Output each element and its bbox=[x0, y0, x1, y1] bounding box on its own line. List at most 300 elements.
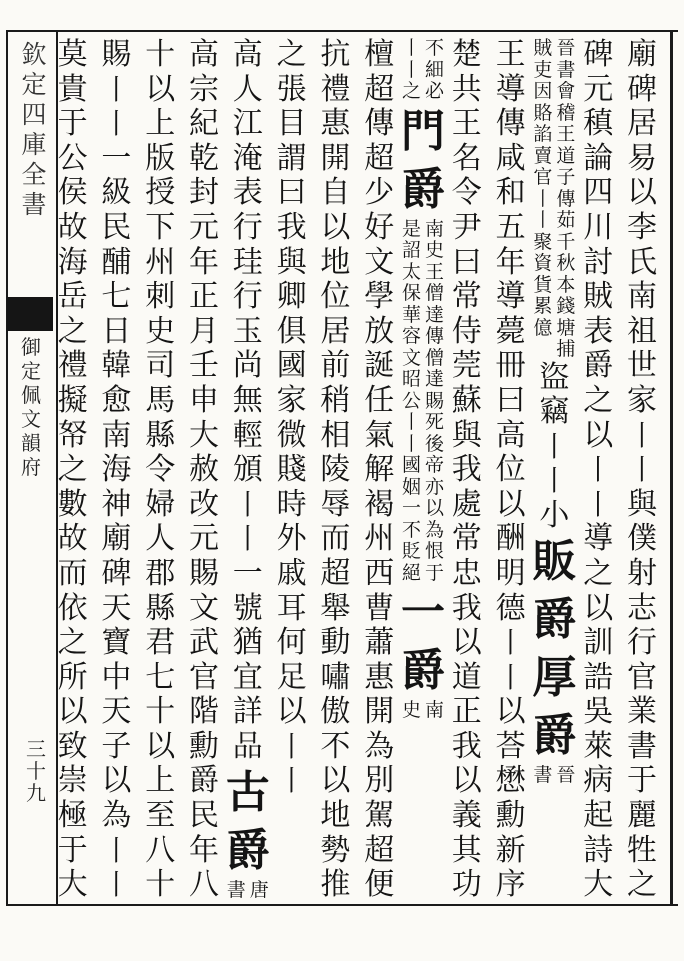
body-char: 以 bbox=[451, 763, 482, 799]
body-char: 刺 bbox=[145, 279, 176, 315]
small-char: 貶 bbox=[401, 540, 421, 562]
body-char: 目 bbox=[276, 106, 307, 142]
body-char: 氣 bbox=[364, 417, 395, 453]
body-char: 淹 bbox=[232, 140, 263, 176]
body-char: 七 bbox=[101, 279, 132, 315]
body-char: 子 bbox=[101, 728, 132, 764]
body-char: 而 bbox=[57, 555, 88, 591]
body-char: 表 bbox=[232, 175, 263, 211]
body-char: 冊 bbox=[495, 348, 526, 384]
body-char: 級 bbox=[101, 175, 132, 211]
body-char: 官 bbox=[189, 659, 219, 695]
small-char: 千 bbox=[556, 230, 576, 253]
body-char: 韓 bbox=[101, 348, 132, 384]
body-char: 高 bbox=[189, 38, 219, 72]
body-char: 陵 bbox=[320, 452, 351, 488]
body-char: 傲 bbox=[320, 694, 351, 730]
body-char: 致 bbox=[57, 728, 88, 764]
body-char: 論 bbox=[583, 140, 614, 176]
small-char: 稽 bbox=[556, 101, 576, 124]
body-char: 卿 bbox=[276, 279, 307, 315]
body-char: 崇 bbox=[57, 763, 88, 799]
body-char: 廟 bbox=[101, 521, 132, 557]
body-char: 西 bbox=[364, 555, 395, 591]
body-char: 序 bbox=[495, 867, 526, 898]
small-char: 恨 bbox=[424, 540, 444, 562]
body-char: 業 bbox=[627, 694, 657, 730]
text-column-12 bbox=[137, 38, 183, 898]
body-char: 婦 bbox=[145, 486, 176, 522]
body-char: 荅 bbox=[495, 728, 526, 764]
body-char: 與 bbox=[276, 244, 307, 280]
body-char: 八 bbox=[189, 867, 219, 898]
body-char: 所 bbox=[57, 659, 88, 695]
body-char: 曰 bbox=[276, 175, 307, 211]
small-char: 賊 bbox=[533, 38, 553, 59]
small-char: 細 bbox=[424, 58, 444, 81]
annotation-pair bbox=[531, 232, 577, 254]
body-char: 詩 bbox=[583, 832, 614, 868]
headword-char: 爵 bbox=[225, 825, 270, 877]
body-char: 而 bbox=[320, 521, 351, 557]
small-char bbox=[531, 339, 554, 361]
headword-char: 爵 bbox=[401, 645, 445, 696]
annotation-pair bbox=[400, 477, 446, 499]
body-char: 岳 bbox=[57, 279, 88, 315]
body-char: 蘇 bbox=[451, 382, 482, 418]
body-char: 嘯 bbox=[320, 659, 351, 695]
body-char: 李 bbox=[627, 209, 657, 245]
body-char: 其 bbox=[451, 832, 482, 868]
body-char: 縣 bbox=[145, 417, 176, 453]
text-column-10 bbox=[225, 38, 271, 898]
body-char: 賊 bbox=[583, 279, 614, 315]
body-char: 爵 bbox=[189, 763, 219, 799]
body-char: 新 bbox=[495, 832, 526, 868]
body-char: 討 bbox=[583, 244, 614, 280]
body-char: 賜 bbox=[101, 38, 132, 72]
annotation-pair bbox=[400, 60, 446, 82]
small-char: 之 bbox=[401, 80, 421, 102]
body-char: 丨 bbox=[627, 418, 656, 452]
small-char: 王 bbox=[424, 260, 444, 283]
body-char: 表 bbox=[583, 313, 614, 349]
body-char: 以 bbox=[145, 71, 176, 107]
body-char: 為 bbox=[364, 728, 395, 764]
body-char: 耳 bbox=[276, 590, 307, 626]
small-char: 賣 bbox=[533, 144, 553, 167]
small-char: 絕 bbox=[401, 561, 421, 584]
text-column-8 bbox=[312, 38, 358, 898]
annotation-pair bbox=[531, 296, 577, 318]
body-char: 名 bbox=[451, 140, 482, 176]
body-char: 故 bbox=[57, 209, 88, 245]
annotation-pair bbox=[400, 412, 446, 434]
book-name-char: 府 bbox=[21, 455, 41, 479]
body-char: 改 bbox=[189, 486, 219, 522]
body-char: 稍 bbox=[320, 382, 351, 418]
annotation-pair bbox=[400, 219, 446, 241]
body-char: 抗 bbox=[320, 38, 351, 72]
body-char: 文 bbox=[189, 590, 219, 626]
body-char: 導 bbox=[495, 71, 526, 107]
body-char: 動 bbox=[320, 625, 351, 661]
body-char: 以 bbox=[145, 728, 176, 764]
body-char: 上 bbox=[145, 763, 176, 799]
body-char: 病 bbox=[583, 763, 614, 799]
annotation-pair bbox=[400, 563, 446, 585]
body-char: 郡 bbox=[145, 555, 176, 591]
body-char: 人 bbox=[232, 71, 263, 107]
book-name bbox=[16, 335, 46, 479]
text-column-5 bbox=[444, 38, 490, 898]
body-char: 戚 bbox=[276, 555, 307, 591]
body-char: 丨 bbox=[233, 487, 262, 521]
body-char: 七 bbox=[145, 659, 176, 695]
body-char: 宜 bbox=[232, 659, 263, 695]
body-char: 勳 bbox=[189, 728, 219, 764]
body-char: 民 bbox=[101, 209, 132, 245]
body-char: 俱 bbox=[276, 313, 307, 349]
body-char: 王 bbox=[451, 106, 482, 142]
annotation-pair bbox=[400, 283, 446, 305]
book-name-char: 御 bbox=[21, 335, 41, 359]
body-char: 史 bbox=[145, 313, 176, 349]
body-char: 賤 bbox=[276, 452, 307, 488]
body-char: 位 bbox=[320, 279, 351, 315]
body-char: 曰 bbox=[451, 244, 482, 280]
annotation-pair bbox=[400, 541, 446, 563]
small-char: 不 bbox=[424, 38, 444, 59]
body-char: 壬 bbox=[189, 348, 219, 384]
small-char: 累 bbox=[533, 295, 553, 317]
annotation-pair bbox=[531, 124, 577, 146]
body-char: 以 bbox=[57, 694, 88, 730]
body-char: 階 bbox=[189, 694, 219, 730]
body-char: 南 bbox=[627, 279, 657, 315]
small-char: 書 bbox=[226, 879, 246, 898]
body-char: 玉 bbox=[232, 313, 263, 349]
fishtail-mark bbox=[7, 297, 53, 331]
small-char: 丨 bbox=[401, 432, 421, 455]
text-column-9 bbox=[269, 38, 315, 898]
body-char: 酺 bbox=[101, 244, 132, 280]
body-char: 常 bbox=[451, 521, 482, 557]
small-char: 道 bbox=[556, 144, 576, 167]
body-char: 我 bbox=[451, 728, 482, 764]
annotation-pair bbox=[531, 318, 577, 340]
body-char: 寶 bbox=[101, 625, 132, 661]
body-char: 明 bbox=[495, 555, 526, 591]
body-char: 懋 bbox=[495, 763, 526, 799]
body-char: 超 bbox=[364, 140, 395, 176]
body-char: 下 bbox=[145, 209, 176, 245]
body-char: 正 bbox=[189, 279, 219, 315]
body-char: 帑 bbox=[57, 417, 88, 453]
body-char: 行 bbox=[232, 279, 263, 315]
body-char: 謂 bbox=[276, 140, 307, 176]
body-char: 與 bbox=[627, 486, 657, 522]
small-char: 亦 bbox=[424, 475, 444, 498]
body-char: 大 bbox=[583, 867, 614, 898]
body-char: 道 bbox=[451, 659, 482, 695]
body-char: 牲 bbox=[627, 832, 657, 868]
book-name-char: 定 bbox=[21, 359, 41, 383]
body-char: 外 bbox=[276, 521, 307, 557]
text-column-1 bbox=[619, 38, 665, 898]
small-char: 達 bbox=[424, 368, 444, 390]
body-char: 以 bbox=[627, 175, 657, 211]
body-char: 我 bbox=[451, 590, 482, 626]
body-char: 莞 bbox=[451, 348, 482, 384]
body-char: 居 bbox=[627, 106, 657, 142]
body-char: 忠 bbox=[451, 555, 482, 591]
body-char: 家 bbox=[627, 382, 657, 418]
body-char: 世 bbox=[627, 348, 657, 384]
small-char: 捕 bbox=[556, 338, 576, 360]
body-char: 十 bbox=[145, 38, 176, 72]
small-char: 塘 bbox=[556, 316, 576, 339]
body-char: 大 bbox=[57, 867, 88, 898]
body-char: 志 bbox=[627, 590, 657, 626]
body-char: 以 bbox=[495, 486, 526, 522]
body-char: 地 bbox=[320, 798, 351, 834]
body-char: 開 bbox=[320, 140, 351, 176]
body-char: 德 bbox=[495, 590, 526, 626]
body-char: 以 bbox=[320, 209, 351, 245]
body-char: 勳 bbox=[495, 798, 526, 834]
small-char: 億 bbox=[533, 316, 553, 339]
body-char: 之 bbox=[57, 625, 88, 661]
body-char: 珪 bbox=[232, 244, 263, 280]
body-char: 微 bbox=[276, 417, 307, 453]
body-char: 申 bbox=[189, 382, 219, 418]
body-char: 別 bbox=[364, 763, 395, 799]
body-char: 僕 bbox=[627, 521, 657, 557]
body-char: 之 bbox=[583, 555, 614, 591]
annotation-pair bbox=[400, 520, 446, 542]
small-char: 于 bbox=[424, 561, 444, 584]
text-column-3 bbox=[531, 38, 577, 898]
small-char: 昭 bbox=[401, 368, 421, 390]
body-char: 尹 bbox=[451, 209, 482, 245]
body-char: 極 bbox=[57, 798, 88, 834]
folio-char: 九 bbox=[26, 781, 46, 805]
body-char: 地 bbox=[320, 244, 351, 280]
body-char: 南 bbox=[101, 417, 132, 453]
body-char: 射 bbox=[627, 555, 657, 591]
annotation-pair bbox=[400, 455, 446, 477]
body-char: 咸 bbox=[495, 140, 526, 176]
body-char: 少 bbox=[364, 175, 395, 211]
body-char: 導 bbox=[495, 279, 526, 315]
body-char: 麗 bbox=[627, 798, 657, 834]
annotation-pair bbox=[531, 103, 577, 125]
body-char: 祖 bbox=[627, 313, 657, 349]
body-char: 莫 bbox=[57, 38, 88, 72]
small-char: 丨 bbox=[533, 187, 553, 210]
body-char: 竊 bbox=[539, 394, 570, 430]
small-char: 丨 bbox=[401, 58, 421, 81]
body-char: 丨 bbox=[584, 487, 613, 521]
body-char: 高 bbox=[495, 417, 526, 453]
annotation-pair bbox=[531, 210, 577, 232]
body-char: 丨 bbox=[540, 464, 569, 498]
headword-char: 爵 bbox=[532, 710, 577, 762]
small-char: 華 bbox=[401, 303, 421, 326]
source-pair bbox=[531, 765, 577, 787]
body-char: 于 bbox=[57, 832, 88, 868]
annotation-pair bbox=[400, 262, 446, 284]
body-char: 品 bbox=[232, 728, 263, 764]
body-char: 便 bbox=[364, 867, 395, 898]
body-char: 州 bbox=[145, 244, 176, 280]
body-char: 年 bbox=[495, 244, 526, 280]
body-char: 封 bbox=[189, 175, 219, 211]
body-char: 訓 bbox=[583, 625, 614, 661]
small-char: 因 bbox=[533, 80, 553, 102]
small-char: 必 bbox=[424, 80, 444, 102]
body-char: 稹 bbox=[583, 106, 614, 142]
body-char: 赦 bbox=[189, 452, 219, 488]
body-char: 足 bbox=[276, 659, 307, 695]
body-char: 侯 bbox=[57, 175, 88, 211]
small-char: 國 bbox=[401, 454, 421, 476]
body-char: 之 bbox=[627, 867, 657, 898]
body-char: 何 bbox=[276, 625, 307, 661]
body-char: 五 bbox=[495, 209, 526, 245]
body-char: 丨 bbox=[277, 729, 306, 763]
body-char: 褐 bbox=[364, 486, 395, 522]
body-char: 丨 bbox=[102, 72, 131, 106]
body-char: 十 bbox=[145, 867, 176, 898]
small-char: 唐 bbox=[249, 879, 269, 898]
annotation-pair bbox=[400, 369, 446, 391]
headword-char: 厚 bbox=[532, 652, 577, 704]
body-char: 學 bbox=[364, 279, 395, 315]
book-name-char: 文 bbox=[21, 407, 41, 431]
text-column-2 bbox=[575, 38, 621, 898]
body-char: 數 bbox=[57, 486, 88, 522]
top-border bbox=[6, 30, 678, 32]
annotation-pair bbox=[400, 81, 446, 103]
body-char: 宗 bbox=[189, 71, 219, 107]
small-char: 晉 bbox=[556, 38, 576, 59]
body-char: 丨 bbox=[102, 107, 131, 141]
body-char: 之 bbox=[57, 313, 88, 349]
body-char: 以 bbox=[583, 417, 614, 453]
body-char: 于 bbox=[627, 763, 657, 799]
small-char: 以 bbox=[424, 497, 444, 519]
small-char: 會 bbox=[556, 80, 576, 102]
body-char: 四 bbox=[583, 175, 614, 211]
margin-title-char: 四 bbox=[21, 100, 47, 129]
body-char: 君 bbox=[145, 625, 176, 661]
margin-title-char: 書 bbox=[21, 190, 47, 219]
source-pair bbox=[400, 700, 446, 722]
body-char: 以 bbox=[101, 763, 132, 799]
body-char: 之 bbox=[57, 452, 88, 488]
small-char: 詔 bbox=[401, 239, 421, 261]
small-char: 姻 bbox=[401, 475, 421, 498]
body-char: 常 bbox=[451, 279, 482, 315]
body-char: 月 bbox=[189, 313, 219, 349]
body-char: 擬 bbox=[57, 382, 88, 418]
body-char: 于 bbox=[57, 106, 88, 142]
small-char: 賂 bbox=[533, 101, 553, 124]
body-char: 丨 bbox=[496, 660, 525, 694]
body-char: 勢 bbox=[320, 832, 351, 868]
body-char: 司 bbox=[145, 348, 176, 384]
body-char: 丨 bbox=[496, 626, 525, 660]
body-char: 一 bbox=[232, 555, 263, 591]
body-char: 義 bbox=[451, 798, 482, 834]
small-char: 南 bbox=[424, 699, 444, 721]
small-char: 貨 bbox=[533, 273, 553, 296]
body-char: 蕭 bbox=[364, 625, 395, 661]
small-char: 吏 bbox=[533, 58, 553, 81]
body-char: 中 bbox=[101, 659, 132, 695]
annotation-pair bbox=[400, 305, 446, 327]
body-char: 薨 bbox=[495, 313, 526, 349]
small-char: 資 bbox=[533, 252, 553, 274]
small-char: 是 bbox=[401, 217, 421, 240]
body-char: 貴 bbox=[57, 71, 88, 107]
body-char: 高 bbox=[232, 38, 263, 72]
body-char: 超 bbox=[364, 832, 395, 868]
body-char: 我 bbox=[451, 452, 482, 488]
body-char: 功 bbox=[451, 867, 482, 898]
body-char: 推 bbox=[320, 867, 351, 898]
body-char: 盜 bbox=[539, 359, 570, 395]
body-char: 民 bbox=[189, 798, 219, 834]
body-char: 相 bbox=[320, 417, 351, 453]
body-char: 我 bbox=[276, 209, 307, 245]
small-char: 秋 bbox=[556, 252, 576, 274]
body-char: 禮 bbox=[57, 348, 88, 384]
small-char: 傳 bbox=[556, 187, 576, 210]
small-char: 太 bbox=[401, 260, 421, 283]
body-char: 丨 bbox=[627, 453, 656, 487]
body-char: 詳 bbox=[232, 694, 263, 730]
body-char: 居 bbox=[320, 313, 351, 349]
body-char: 元 bbox=[189, 521, 219, 557]
body-char: 官 bbox=[627, 659, 657, 695]
margin-title bbox=[14, 40, 54, 220]
body-char: 駕 bbox=[364, 798, 395, 834]
body-char: 曹 bbox=[364, 590, 395, 626]
body-char: 侍 bbox=[451, 313, 482, 349]
bottom-border bbox=[6, 904, 678, 906]
body-char: 海 bbox=[101, 452, 132, 488]
body-char: 開 bbox=[364, 694, 395, 730]
annotation-pair bbox=[531, 253, 577, 275]
body-char: 曰 bbox=[495, 382, 526, 418]
body-char: 時 bbox=[276, 486, 307, 522]
small-char: 本 bbox=[556, 273, 576, 296]
body-char: 放 bbox=[364, 313, 395, 349]
body-char: 版 bbox=[145, 140, 176, 176]
annotation-pair bbox=[400, 38, 446, 60]
headword-char: 古 bbox=[225, 767, 270, 819]
body-char: 號 bbox=[232, 590, 263, 626]
folio-char: 三 bbox=[26, 737, 46, 761]
small-char: 容 bbox=[401, 325, 421, 347]
body-char: 以 bbox=[583, 590, 614, 626]
body-char: 誕 bbox=[364, 348, 395, 384]
body-char: 丨 bbox=[540, 429, 569, 463]
body-char: 起 bbox=[583, 798, 614, 834]
